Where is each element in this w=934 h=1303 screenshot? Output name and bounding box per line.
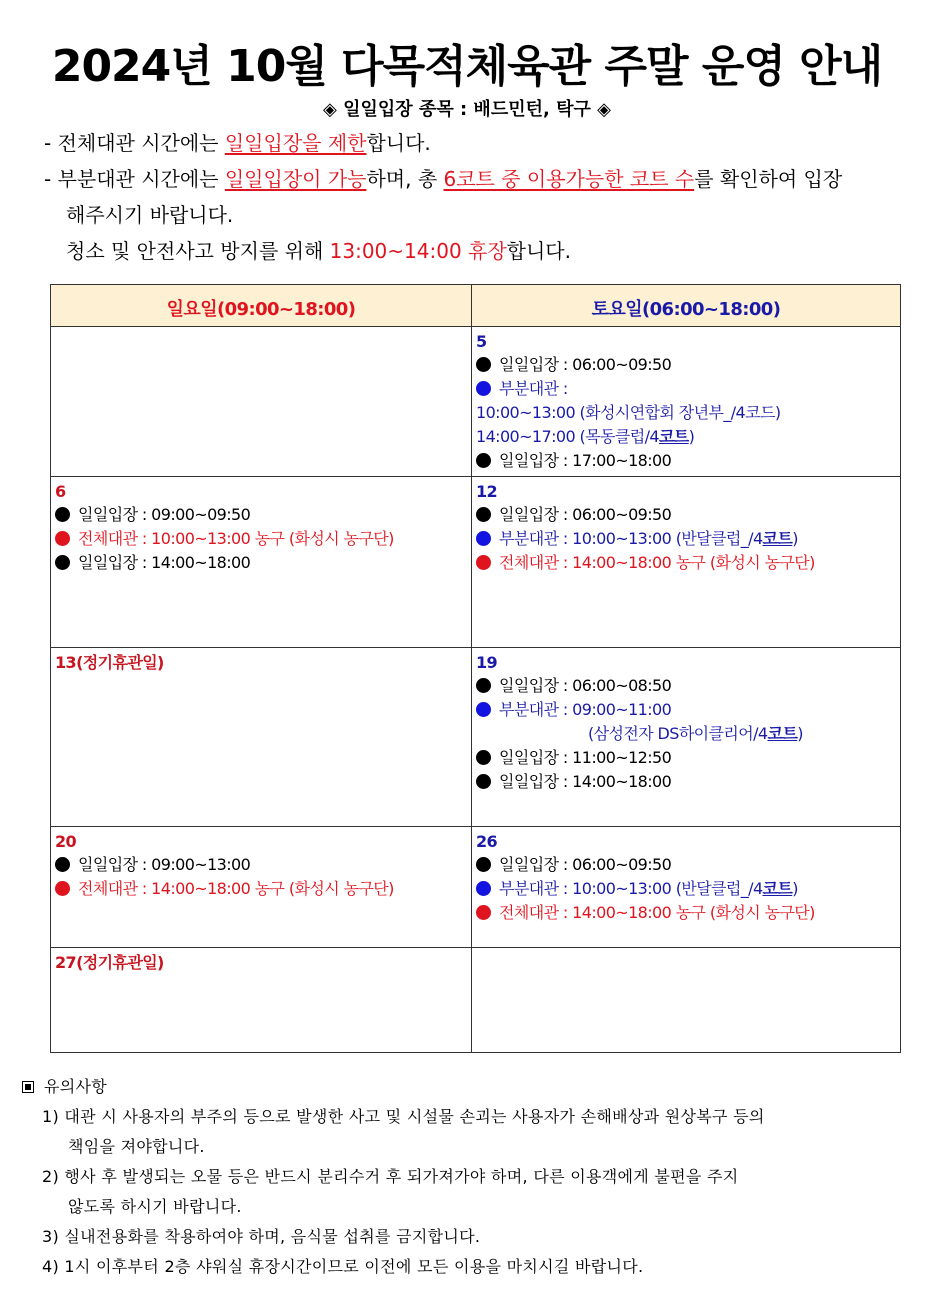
page-title: 2024년 10월 다목적체육관 주말 운영 안내 [51, 41, 883, 92]
intro-text: 를 확인하여 입장 [694, 167, 843, 191]
schedule-text: 일일입장 : 06:00~09:50 [499, 355, 672, 374]
schedule-text: 일일입장 : 06:00~09:50 [499, 855, 672, 874]
schedule-text: 10:00~13:00 (화성시연합회 장년부_/4코드) [476, 403, 781, 422]
red-dot-icon [476, 555, 491, 570]
day-number: 20 [55, 832, 77, 851]
note-number: 3) [42, 1227, 60, 1246]
red-dot-icon [476, 905, 491, 920]
table-row [51, 948, 901, 1053]
schedule-line [476, 901, 896, 925]
table-row [51, 477, 901, 648]
schedule-text: 부분대관 : 09:00~11:00 [499, 700, 672, 719]
note-continuation: 책임을 져야합니다. [68, 1137, 205, 1156]
intro-highlight: 휴장 [468, 239, 507, 263]
blue-dot-icon [476, 381, 491, 396]
blue-dot-icon [476, 702, 491, 717]
table-row [51, 648, 901, 827]
cell-sunday-13 [51, 648, 472, 827]
note-text: 행사 후 발생되는 오물 등은 반드시 분리수거 후 되가져가야 하며, 다른 이용객에게 불편을 주지 [64, 1167, 739, 1186]
intro-highlight: 6코트 중 이용가능한 코트 수 [443, 167, 695, 191]
schedule-text: 부분대관 : 10:00~13:00 (반달클럽_/4 [499, 529, 763, 548]
day-number: 13(정기휴관일) [55, 653, 164, 672]
note-item [22, 1102, 902, 1132]
black-dot-icon [476, 678, 491, 693]
note-continuation: 않도록 하시기 바랍니다. [68, 1197, 242, 1216]
note-item [22, 1162, 902, 1192]
schedule-line [55, 527, 467, 551]
intro-text: - 전체대관 시간에는 [44, 131, 225, 155]
cell-saturday-26 [472, 827, 901, 948]
schedule-line [476, 425, 896, 449]
cell-saturday-5 [472, 327, 901, 477]
intro-line-2 [44, 161, 914, 197]
note-number: 1) [42, 1107, 60, 1126]
schedule-text: 부분대관 : [499, 379, 568, 398]
day-number: 5 [476, 332, 487, 351]
table-row [51, 327, 901, 477]
black-dot-icon [476, 857, 491, 872]
schedule-line [55, 877, 467, 901]
court-label: 코트 [767, 724, 798, 743]
note-text: 실내전용화를 착용하여야 하며, 음식물 섭취를 금지합니다. [64, 1227, 481, 1246]
schedule-line [476, 353, 896, 377]
day-number: 26 [476, 832, 498, 851]
intro-line-4 [44, 233, 914, 269]
square-bullet-icon [22, 1081, 34, 1093]
schedule-text: 전체대관 : 10:00~13:00 농구 (화성시 농구단) [78, 529, 394, 548]
note-text: 1시 이후부터 2층 샤워실 휴장시간이므로 이전에 모든 이용을 마치시길 바랍니다. [64, 1257, 644, 1276]
schedule-line [476, 722, 896, 746]
schedule-line [55, 503, 467, 527]
schedule-text: 전체대관 : 14:00~18:00 농구 (화성시 농구단) [78, 879, 394, 898]
court-label: 코트 [762, 879, 793, 898]
header-sunday: 일요일(09:00~18:00) [51, 285, 472, 327]
court-label: 코트 [762, 529, 793, 548]
cell-saturday-empty [472, 948, 901, 1053]
schedule-line [476, 853, 896, 877]
schedule-text: 부분대관 : 10:00~13:00 (반달클럽_/4 [499, 879, 763, 898]
intro [44, 125, 914, 269]
schedule-text: ) [792, 879, 798, 898]
day-number: 6 [55, 482, 66, 501]
black-dot-icon [55, 555, 70, 570]
schedule-line [476, 770, 896, 794]
black-dot-icon [476, 453, 491, 468]
schedule-text: (삼성전자 DS하이클리어/4 [588, 724, 768, 743]
blue-dot-icon [476, 531, 491, 546]
note-number: 4) [42, 1257, 60, 1276]
black-dot-icon [55, 507, 70, 522]
schedule-line [476, 449, 896, 473]
schedule-line [55, 551, 467, 575]
cell-saturday-12 [472, 477, 901, 648]
black-dot-icon [55, 857, 70, 872]
schedule-text: 일일입장 : 06:00~08:50 [499, 676, 672, 695]
schedule-text: ) [797, 724, 803, 743]
black-dot-icon [476, 357, 491, 372]
note-number: 2) [42, 1167, 60, 1186]
intro-text: 청소 및 안전사고 방지를 위해 [66, 239, 330, 263]
schedule-text: ) [688, 427, 695, 446]
schedule-line [476, 674, 896, 698]
cell-sunday-empty [51, 327, 472, 477]
red-dot-icon [55, 881, 70, 896]
schedule-line [476, 698, 896, 722]
schedule-text: 일일입장 : 09:00~09:50 [78, 505, 251, 524]
cell-sunday-6 [51, 477, 472, 648]
schedule-table [50, 284, 901, 1053]
schedule-text: 전체대관 : 14:00~18:00 농구 (화성시 농구단) [499, 553, 815, 572]
cell-sunday-27 [51, 948, 472, 1053]
schedule-text: ) [792, 529, 798, 548]
court-label: 코트 [658, 427, 689, 446]
schedule-text: 일일입장 : 14:00~18:00 [78, 553, 251, 572]
note-item [22, 1222, 902, 1252]
schedule-text: 일일입장 : 14:00~18:00 [499, 772, 672, 791]
cell-saturday-19 [472, 648, 901, 827]
schedule-line [55, 853, 467, 877]
schedule-line [476, 551, 896, 575]
black-dot-icon [476, 507, 491, 522]
schedule-text: 일일입장 : 17:00~18:00 [499, 451, 672, 470]
intro-highlight: 일일입장을 제한 [224, 131, 367, 155]
schedule-text: 14:00~17:00 (목동클럽/4 [476, 427, 659, 446]
red-dot-icon [55, 531, 70, 546]
cell-sunday-20 [51, 827, 472, 948]
intro-line-1 [44, 125, 914, 161]
intro-text: 하며, 총 [366, 167, 444, 191]
schedule-line [476, 877, 896, 901]
blue-dot-icon [476, 881, 491, 896]
intro-text: 합니다. [506, 239, 571, 263]
table-header-row [51, 285, 901, 327]
intro-text: 합니다. [366, 131, 431, 155]
schedule-text: 일일입장 : 11:00~12:50 [499, 748, 672, 767]
notes-heading-text: 유의사항 [44, 1077, 108, 1096]
day-number: 27(정기휴관일) [55, 953, 164, 972]
table-row [51, 827, 901, 948]
schedule-text: 전체대관 : 14:00~18:00 농구 (화성시 농구단) [499, 903, 815, 922]
black-dot-icon [476, 774, 491, 789]
intro-text: - 부분대관 시간에는 [44, 167, 225, 191]
schedule-text: 일일입장 : 06:00~09:50 [499, 505, 672, 524]
note-text: 대관 시 사용자의 부주의 등으로 발생한 사고 및 시설물 손괴는 사용자가 손해배상과 원상복구 등의 [64, 1107, 765, 1126]
notes-section [22, 1072, 902, 1282]
intro-time: 13:00~14:00 [329, 239, 462, 263]
day-number: 19 [476, 653, 498, 672]
schedule-line [476, 503, 896, 527]
header-saturday: 토요일(06:00~18:00) [472, 285, 901, 327]
black-dot-icon [476, 750, 491, 765]
schedule-line [476, 377, 896, 401]
notes-heading [22, 1072, 902, 1102]
schedule-text: 일일입장 : 09:00~13:00 [78, 855, 251, 874]
note-item [22, 1252, 902, 1282]
day-number: 12 [476, 482, 498, 501]
intro-highlight: 일일입장이 가능 [224, 167, 367, 191]
schedule-line [476, 527, 896, 551]
schedule-line [476, 746, 896, 770]
intro-line-3: 해주시기 바랍니다. [66, 203, 234, 227]
schedule-line [476, 401, 896, 425]
subtitle: ◈ 일일입장 종목 : 배드민턴, 탁구 ◈ [323, 99, 611, 120]
